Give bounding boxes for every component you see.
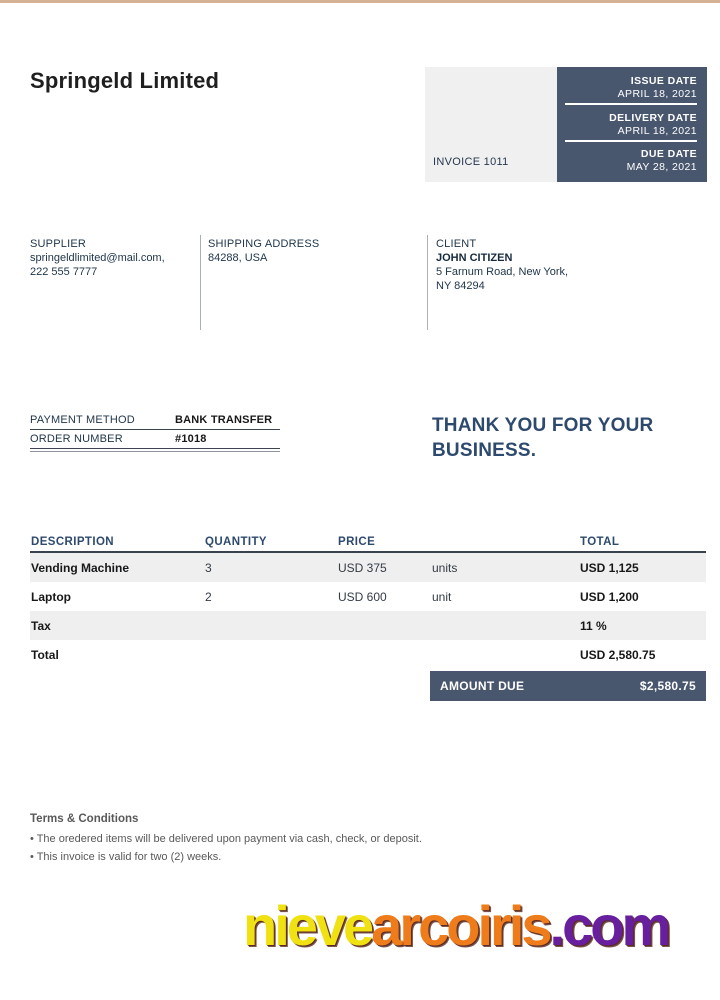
order-number-row: [30, 430, 280, 449]
watermark-part-orange: arcoiris: [371, 894, 550, 957]
table-row: [30, 553, 706, 582]
supplier-block: [30, 237, 195, 279]
item-total: USD 1,200: [580, 589, 639, 604]
watermark-part-purple: .com: [549, 894, 669, 957]
supplier-label: SUPPLIER: [30, 238, 87, 250]
page-top-border: [0, 0, 720, 3]
issue-date-value: APRIL 18, 2021: [617, 88, 697, 100]
supplier-phone: 222 555 7777: [30, 266, 98, 278]
supplier-email: springeldlimited@mail.com,: [30, 252, 165, 264]
client-label: CLIENT: [436, 238, 477, 250]
table-row-tax: [30, 611, 706, 640]
item-unit: unit: [432, 589, 452, 604]
issue-date-group: [565, 75, 697, 105]
order-number-label: ORDER NUMBER: [30, 433, 123, 445]
total-value: USD 2,580.75: [580, 647, 656, 662]
item-quantity: 2: [205, 589, 212, 604]
client-name: JOHN CITIZEN: [436, 252, 513, 264]
terms-title: Terms & Conditions: [30, 813, 139, 825]
payment-method-value: BANK TRANSFER: [175, 414, 273, 426]
shipping-label: SHIPPING ADDRESS: [208, 238, 320, 250]
items-table: [30, 532, 706, 701]
header-price: PRICE: [338, 535, 376, 548]
item-unit: units: [432, 560, 458, 575]
item-price: USD 600: [338, 589, 387, 604]
table-row: [30, 582, 706, 611]
terms-section: [30, 813, 590, 866]
order-number-value: #1018: [175, 433, 207, 445]
item-description: Vending Machine: [31, 560, 130, 575]
item-price: USD 375: [338, 560, 387, 575]
invoice-number-box: [425, 67, 557, 182]
company-name: Springeld Limited: [30, 68, 220, 93]
payment-method-row: [30, 411, 280, 430]
shipping-address: 84288, USA: [208, 252, 268, 264]
table-row-total: [30, 640, 706, 669]
header-date-panel: [425, 67, 707, 182]
terms-item-2: • This invoice is valid for two (2) weeks.: [30, 851, 222, 863]
tax-label: Tax: [31, 618, 51, 633]
invoice-number: INVOICE 1011: [433, 156, 509, 168]
client-address-line2: NY 84294: [436, 280, 485, 292]
delivery-date-label: DELIVERY DATE: [609, 111, 697, 124]
amount-due-label: AMOUNT DUE: [440, 679, 525, 693]
client-address-line1: 5 Farnum Road, New York,: [436, 266, 569, 278]
amount-due-value: $2,580.75: [639, 679, 696, 693]
header-total: TOTAL: [580, 535, 620, 548]
payment-method-label: PAYMENT METHOD: [30, 414, 135, 426]
header-description: DESCRIPTION: [31, 535, 114, 548]
due-date-value: MAY 28, 2021: [626, 161, 697, 173]
dates-box: [557, 67, 707, 182]
shipping-block: [208, 237, 378, 265]
issue-date-label: ISSUE DATE: [630, 75, 697, 87]
payment-info-table: [30, 411, 280, 452]
watermark-site-name: [243, 893, 668, 958]
amount-due-bar: [430, 671, 706, 701]
item-quantity: 3: [205, 560, 212, 575]
header-quantity: QUANTITY: [205, 535, 267, 548]
items-table-header: [30, 532, 706, 553]
due-date-label: DUE DATE: [640, 148, 697, 160]
item-description: Laptop: [31, 589, 71, 604]
due-date-group: [565, 148, 697, 176]
tax-value: 11 %: [580, 618, 607, 633]
thank-you-message: THANK YOU FOR YOUR BUSINESS.: [432, 415, 654, 461]
client-block: [436, 237, 636, 293]
terms-item-1: • The oredered items will be delivered upon payment via cash, check, or deposit.: [30, 833, 422, 845]
contacts-divider-1: [200, 235, 201, 330]
delivery-date-group: [565, 112, 697, 142]
contacts-divider-2: [427, 235, 428, 330]
watermark-part-yellow: nieve: [243, 894, 372, 957]
item-total: USD 1,125: [580, 560, 639, 575]
delivery-date-value: APRIL 18, 2021: [617, 124, 697, 137]
total-label: Total: [31, 647, 59, 662]
